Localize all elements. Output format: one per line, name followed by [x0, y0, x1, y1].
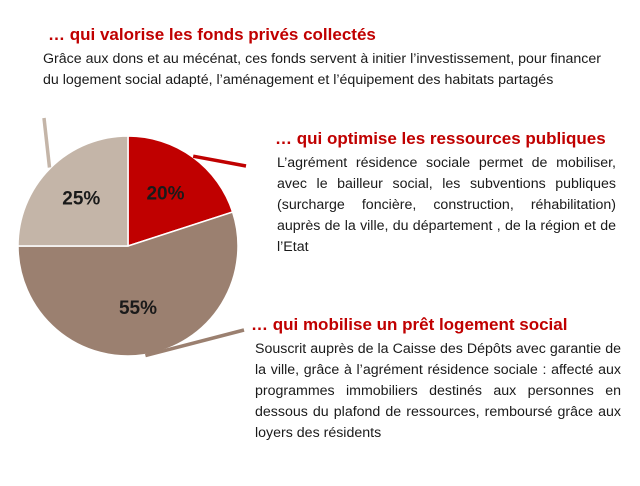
heading-private-funds: … qui valorise les fonds privés collectés — [48, 25, 376, 44]
text-public-resources: L’agrément résidence sociale permet de mobiliser, avec le bailleur social, les subventions publiques (surcharge foncière, construction, réhabilitation) auprès de la ville, du département , de la région et de l’Etat — [277, 155, 616, 255]
data-label-social-loan: 55% — [118, 298, 158, 320]
text-social-loan: Souscrit auprès de la Caisse des Dépôts avec garantie de la ville, grâce à l’agrément résidence sociale : affecté aux programmes immobiliers destinés aux personnes en dessous du plafond de ressources, remboursé grâce aux loyers des résidents — [255, 341, 621, 441]
heading-public-resources: … qui optimise les ressources publiques — [275, 129, 606, 148]
text-private-funds: Grâce aux dons et au mécénat, ces fonds servent à initier l’investissement, pour financer du logement social adapté, l’aménagement et l’équipement des habitats partagés — [43, 51, 601, 88]
data-label-public-resources: 20% — [146, 183, 185, 205]
data-label-private-funds: 25% — [62, 188, 101, 210]
heading-social-loan: … qui mobilise un prêt logement social — [251, 315, 568, 334]
leader-line-private-funds — [44, 118, 50, 168]
